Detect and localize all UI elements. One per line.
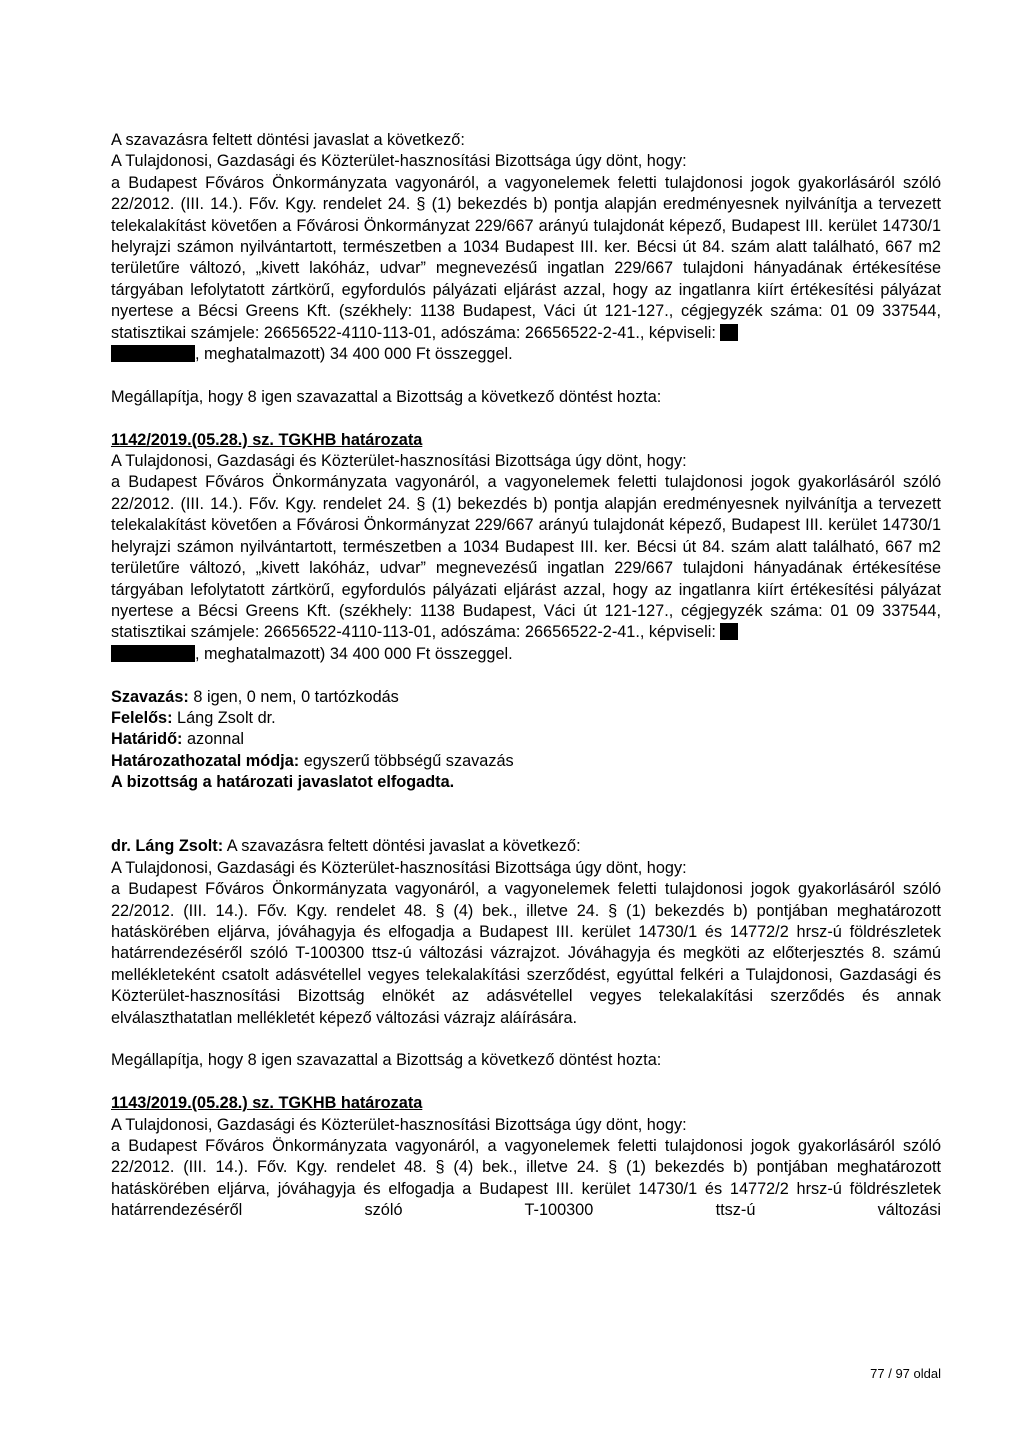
resolution-paragraph-2: a Budapest Főváros Önkormányzata vagyonáról, a vagyonelemek feletti tulajdonosi jogok gyakorlásáról szóló 22/2012. (III. 14.). Főv. Kgy. rendelet 48. § (4) bek., illetve 24. § (1) bekezdés b) pontjában meghatározott hatáskörében eljárva, jóváhagyja és elfogadja a Budapest III. kerület 14730/1 és 14772/2 hrsz-ú földrészletek határrendezéséről szóló T-100300 ttsz-ú változási (111, 1137, 941, 1220)
redaction-box (111, 645, 195, 662)
decision-intro: Megállapítja, hogy 8 igen szavazattal a Bizottság a következő döntést hozta: (111, 1051, 662, 1070)
vote-label: Szavazás: (111, 687, 189, 706)
deadline-line (111, 729, 941, 750)
redaction-box (720, 623, 738, 640)
deadline-value: azonnal (182, 730, 245, 749)
proposal-intro-2 (111, 836, 941, 857)
proposal-tail: , meghatalmazott) 34 400 000 Ft összeggel. (195, 345, 513, 364)
accepted-statement: A bizottság a határozati javaslatot elfogadta. (111, 773, 455, 792)
resolution-paragraph (111, 472, 941, 665)
responsible-line (111, 708, 941, 729)
proposal-text: a Budapest Főváros Önkormányzata vagyonáról, a vagyonelemek feletti tulajdonosi jogok gyakorlásáról szóló 22/2012. (III. 14.). Főv. Kgy. rendelet 24. § (1) bekezdés b) pontja alapján eredményesnek nyilvánítja a tervezett telekalakítást követően a Fővárosi Önkormányzat 229/667 arányú tulajdonát képező, Budapest III. kerület 14730/1 helyrajzi számon nyilvántartott, természetben a 1034 Budapest III. ker. Bécsi út 84. szám alatt található, 667 m2 területűre változó, „kivett lakóház, udvar” megnevezésű ingatlan 229/667 tulajdoni hányadának értékesítése tárgyában lefolytatott zártkörű, egyfordulós pályázati eljárást azzal, hogy az ingatlanra kiírt értékesítési pályázat nyertese a Bécsi Greens Kft. (székhely: 1138 Budapest, Váci út 121-127., cégjegyzék száma: 01 09 337544, statisztikai számjele: 26656522-4110-113-01, adószáma: 26656522-2-41., képviseli: (111, 173, 941, 342)
method-label: Határozathozatal módja: (111, 751, 300, 770)
vote-value: 8 igen, 0 nem, 0 tartózkodás (188, 687, 399, 706)
document-page (111, 130, 941, 1222)
redaction-box (111, 345, 195, 362)
resolution-tail: , meghatalmazott) 34 400 000 Ft összeggel. (195, 644, 513, 663)
committee-decision-line: A Tulajdonosi, Gazdasági és Közterület-hasznosítási Bizottsága úgy dönt, hogy: (111, 858, 687, 877)
responsible-label: Felelős: (111, 708, 173, 727)
deadline-label: Határidő: (111, 730, 183, 749)
resolution-text: a Budapest Főváros Önkormányzata vagyonáról, a vagyonelemek feletti tulajdonosi jogok gyakorlásáról szóló 22/2012. (III. 14.). Főv. Kgy. rendelet 24. § (1) bekezdés b) pontja alapján eredményesnek nyilvánítja a tervezett telekalakítást követően a Fővárosi Önkormányzat 229/667 arányú tulajdonát képező, Budapest III. kerület 14730/1 helyrajzi számon nyilvántartott, természetben a 1034 Budapest III. ker. Bécsi út 84. szám alatt található, 667 m2 területűre változó, „kivett lakóház, udvar” megnevezésű ingatlan 229/667 tulajdoni hányadának értékesítése tárgyában lefolytatott zártkörű, egyfordulós pályázati eljárást azzal, hogy az ingatlanra kiírt értékesítési pályázat nyertese a Bécsi Greens Kft. (székhely: 1138 Budapest, Váci út 121-127., cégjegyzék száma: 01 09 337544, statisztikai számjele: 26656522-4110-113-01, adószáma: 26656522-2-41., képviseli: (111, 473, 941, 642)
proposal-intro-text: A szavazásra feltett döntési javaslat a következő: (223, 837, 581, 856)
responsible-value: Láng Zsolt dr. (172, 708, 276, 727)
committee-decision-line: A Tulajdonosi, Gazdasági és Közterület-hasznosítási Bizottsága úgy dönt, hogy: (111, 452, 687, 471)
redaction-box (720, 324, 738, 341)
proposal-paragraph (111, 173, 941, 366)
vote-line (111, 687, 941, 708)
committee-decision-line: A Tulajdonosi, Gazdasági és Közterület-hasznosítási Bizottsága úgy dönt, hogy: (111, 1115, 687, 1134)
resolution-title: 1143/2019.(05.28.) sz. TGKHB határozata (111, 1094, 423, 1113)
page-number: 77 / 97 oldal (870, 1366, 941, 1381)
committee-decision-line: A Tulajdonosi, Gazdasági és Közterület-hasznosítási Bizottsága úgy dönt, hogy: (111, 152, 687, 171)
speaker-name: dr. Láng Zsolt: (111, 837, 224, 856)
method-line (111, 751, 941, 772)
method-value: egyszerű többségű szavazás (299, 751, 514, 770)
proposal-intro: A szavazásra feltett döntési javaslat a következő: (111, 131, 465, 149)
proposal-paragraph-2: a Budapest Főváros Önkormányzata vagyonáról, a vagyonelemek feletti tulajdonosi jogok gyakorlásáról szóló 22/2012. (III. 14.). Főv. Kgy. rendelet 48. § (4) bek., illetve 24. § (1) bekezdés b) pontjában meghatározott hatáskörében eljárva, jóváhagyja és elfogadja a Budapest III. kerület 14730/1 és 14772/2 hrsz-ú földrészletek határrendezéséről szóló T-100300 ttsz-ú változási vázrajzot. Jóváhagyja és megköti az előterjesztés 8. számú mellékleteként csatolt adásvétellel vegyes telekalakítási szerződést, egyúttal felkéri a Tulajdonosi, Gazdasági és Közterület-hasznosítási Bizottság elnökét az adásvétellel vegyes telekalakítási szerződés és annak elválaszthatatlan mellékletét képező változási vázrajz aláírására. (111, 880, 941, 1027)
decision-intro: Megállapítja, hogy 8 igen szavazattal a Bizottság a következő döntést hozta: (111, 387, 662, 406)
resolution-title: 1142/2019.(05.28.) sz. TGKHB határozata (111, 430, 423, 449)
